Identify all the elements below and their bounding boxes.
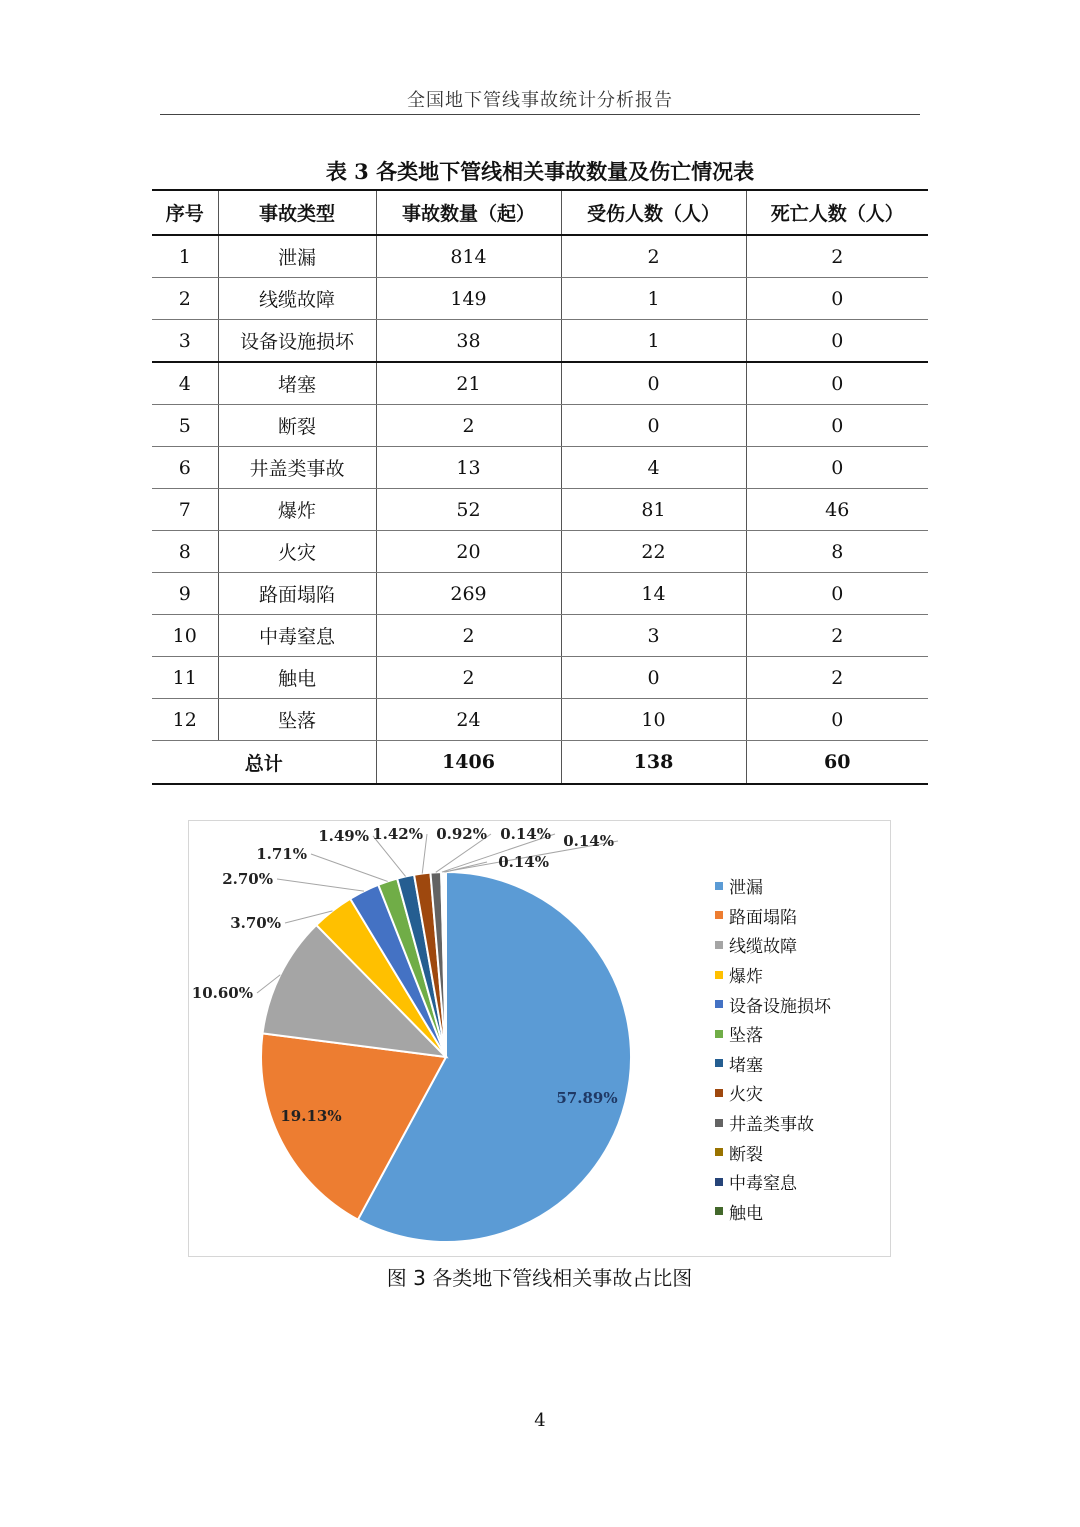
legend-swatch — [715, 971, 723, 979]
table-row — [152, 657, 928, 699]
running-header: 全国地下管线事故统计分析报告 — [407, 90, 673, 111]
row-type: 火灾 — [218, 531, 376, 573]
legend-item — [715, 1108, 831, 1138]
legend-swatch — [715, 1000, 723, 1008]
legend-swatch — [715, 1148, 723, 1156]
legend-item — [715, 1078, 831, 1108]
row-index: 4 — [152, 362, 218, 405]
row-count: 52 — [376, 489, 561, 531]
row-injured: 4 — [561, 447, 746, 489]
row-index: 7 — [152, 489, 218, 531]
legend-label: 坠落 — [729, 1026, 763, 1047]
total-label: 总计 — [152, 741, 376, 785]
row-index: 1 — [152, 235, 218, 278]
row-type: 触电 — [218, 657, 376, 699]
row-index: 5 — [152, 405, 218, 447]
data-label: 2.70% — [222, 870, 273, 888]
data-label: 10.60% — [191, 984, 253, 1002]
legend-swatch — [715, 941, 723, 949]
legend-item — [715, 1019, 831, 1049]
legend-label: 中毒窒息 — [729, 1174, 797, 1195]
legend-swatch — [715, 1207, 723, 1215]
row-deaths: 2 — [746, 657, 928, 699]
legend-label: 泄漏 — [729, 878, 763, 899]
column-header-count: 事故数量（起） — [376, 190, 561, 235]
data-label: 57.89% — [556, 1089, 618, 1107]
legend-label: 堵塞 — [729, 1055, 763, 1076]
row-deaths: 8 — [746, 531, 928, 573]
legend-swatch — [715, 1119, 723, 1127]
total-deaths: 60 — [746, 741, 928, 785]
accident-table — [152, 189, 928, 785]
legend-swatch — [715, 1059, 723, 1067]
data-label: 1.42% — [372, 825, 423, 843]
table-row — [152, 447, 928, 489]
row-count: 20 — [376, 531, 561, 573]
row-injured: 10 — [561, 699, 746, 741]
row-deaths: 2 — [746, 615, 928, 657]
legend-item — [715, 1049, 831, 1079]
table-row — [152, 531, 928, 573]
data-label: 0.14% — [563, 832, 614, 850]
row-index: 8 — [152, 531, 218, 573]
row-injured: 1 — [561, 278, 746, 320]
legend-label: 断裂 — [729, 1144, 763, 1165]
table-row — [152, 405, 928, 447]
column-header-deaths: 死亡人数（人） — [746, 190, 928, 235]
table-row — [152, 320, 928, 363]
row-index: 2 — [152, 278, 218, 320]
legend-swatch — [715, 1089, 723, 1097]
row-count: 149 — [376, 278, 561, 320]
legend-label: 设备设施损坏 — [729, 996, 831, 1017]
page-number: 4 — [534, 1410, 546, 1431]
column-header-index: 序号 — [152, 190, 218, 235]
row-deaths: 46 — [746, 489, 928, 531]
row-count: 269 — [376, 573, 561, 615]
table-row — [152, 573, 928, 615]
table-row — [152, 615, 928, 657]
data-label: 3.70% — [230, 914, 281, 932]
row-index: 3 — [152, 320, 218, 363]
row-type: 泄漏 — [218, 235, 376, 278]
row-injured: 0 — [561, 405, 746, 447]
row-index: 6 — [152, 447, 218, 489]
legend-label: 火灾 — [729, 1085, 763, 1106]
row-type: 断裂 — [218, 405, 376, 447]
row-deaths: 0 — [746, 278, 928, 320]
row-type: 井盖类事故 — [218, 447, 376, 489]
total-injured: 138 — [561, 741, 746, 785]
row-deaths: 0 — [746, 405, 928, 447]
row-index: 10 — [152, 615, 218, 657]
leader-line — [277, 879, 364, 891]
legend-item — [715, 1167, 831, 1197]
legend-label: 爆炸 — [729, 967, 763, 988]
row-count: 21 — [376, 362, 561, 405]
header-rule — [160, 114, 920, 115]
data-label: 19.13% — [280, 1107, 342, 1125]
chart-legend — [715, 871, 831, 1226]
row-injured: 14 — [561, 573, 746, 615]
legend-item — [715, 871, 831, 901]
row-count: 2 — [376, 405, 561, 447]
legend-label: 触电 — [729, 1203, 763, 1224]
row-injured: 1 — [561, 320, 746, 363]
row-deaths: 0 — [746, 447, 928, 489]
row-injured: 3 — [561, 615, 746, 657]
data-label: 0.92% — [436, 825, 487, 843]
row-count: 2 — [376, 657, 561, 699]
row-count: 13 — [376, 447, 561, 489]
table-caption: 表 3 各类地下管线相关事故数量及伤亡情况表 — [325, 159, 755, 184]
row-injured: 0 — [561, 657, 746, 699]
data-label: 1.71% — [256, 845, 307, 863]
row-deaths: 0 — [746, 362, 928, 405]
figure-caption: 图 3 各类地下管线相关事故占比图 — [386, 1266, 693, 1290]
row-type: 路面塌陷 — [218, 573, 376, 615]
legend-label: 井盖类事故 — [729, 1115, 814, 1136]
row-type: 堵塞 — [218, 362, 376, 405]
row-type: 爆炸 — [218, 489, 376, 531]
table-row — [152, 235, 928, 278]
table-header-row — [152, 190, 928, 235]
row-count: 2 — [376, 615, 561, 657]
legend-item — [715, 901, 831, 931]
row-index: 11 — [152, 657, 218, 699]
row-injured: 2 — [561, 235, 746, 278]
table-total-row — [152, 741, 928, 785]
row-injured: 81 — [561, 489, 746, 531]
legend-label: 路面塌陷 — [729, 907, 797, 928]
data-label: 1.49% — [318, 827, 369, 845]
row-index: 9 — [152, 573, 218, 615]
row-count: 814 — [376, 235, 561, 278]
legend-item — [715, 960, 831, 990]
legend-label: 线缆故障 — [729, 937, 797, 958]
pie-chart-frame — [188, 820, 891, 1257]
column-header-injured: 受伤人数（人） — [561, 190, 746, 235]
row-count: 24 — [376, 699, 561, 741]
legend-swatch — [715, 911, 723, 919]
data-label: 0.14% — [500, 825, 551, 843]
row-index: 12 — [152, 699, 218, 741]
row-type: 线缆故障 — [218, 278, 376, 320]
row-injured: 22 — [561, 531, 746, 573]
legend-item — [715, 930, 831, 960]
table-body — [152, 235, 928, 741]
legend-swatch — [715, 1030, 723, 1038]
legend-item — [715, 1137, 831, 1167]
row-type: 中毒窒息 — [218, 615, 376, 657]
table-row — [152, 699, 928, 741]
row-injured: 0 — [561, 362, 746, 405]
row-count: 38 — [376, 320, 561, 363]
row-deaths: 2 — [746, 235, 928, 278]
legend-swatch — [715, 1178, 723, 1186]
row-type: 设备设施损坏 — [218, 320, 376, 363]
column-header-type: 事故类型 — [218, 190, 376, 235]
data-label: 0.14% — [498, 853, 549, 871]
row-deaths: 0 — [746, 573, 928, 615]
table-row — [152, 278, 928, 320]
legend-item — [715, 989, 831, 1019]
table-row — [152, 362, 928, 405]
row-type: 坠落 — [218, 699, 376, 741]
table-row — [152, 489, 928, 531]
leader-line — [311, 854, 388, 881]
row-deaths: 0 — [746, 320, 928, 363]
legend-swatch — [715, 882, 723, 890]
legend-item — [715, 1197, 831, 1227]
row-deaths: 0 — [746, 699, 928, 741]
total-count: 1406 — [376, 741, 561, 785]
